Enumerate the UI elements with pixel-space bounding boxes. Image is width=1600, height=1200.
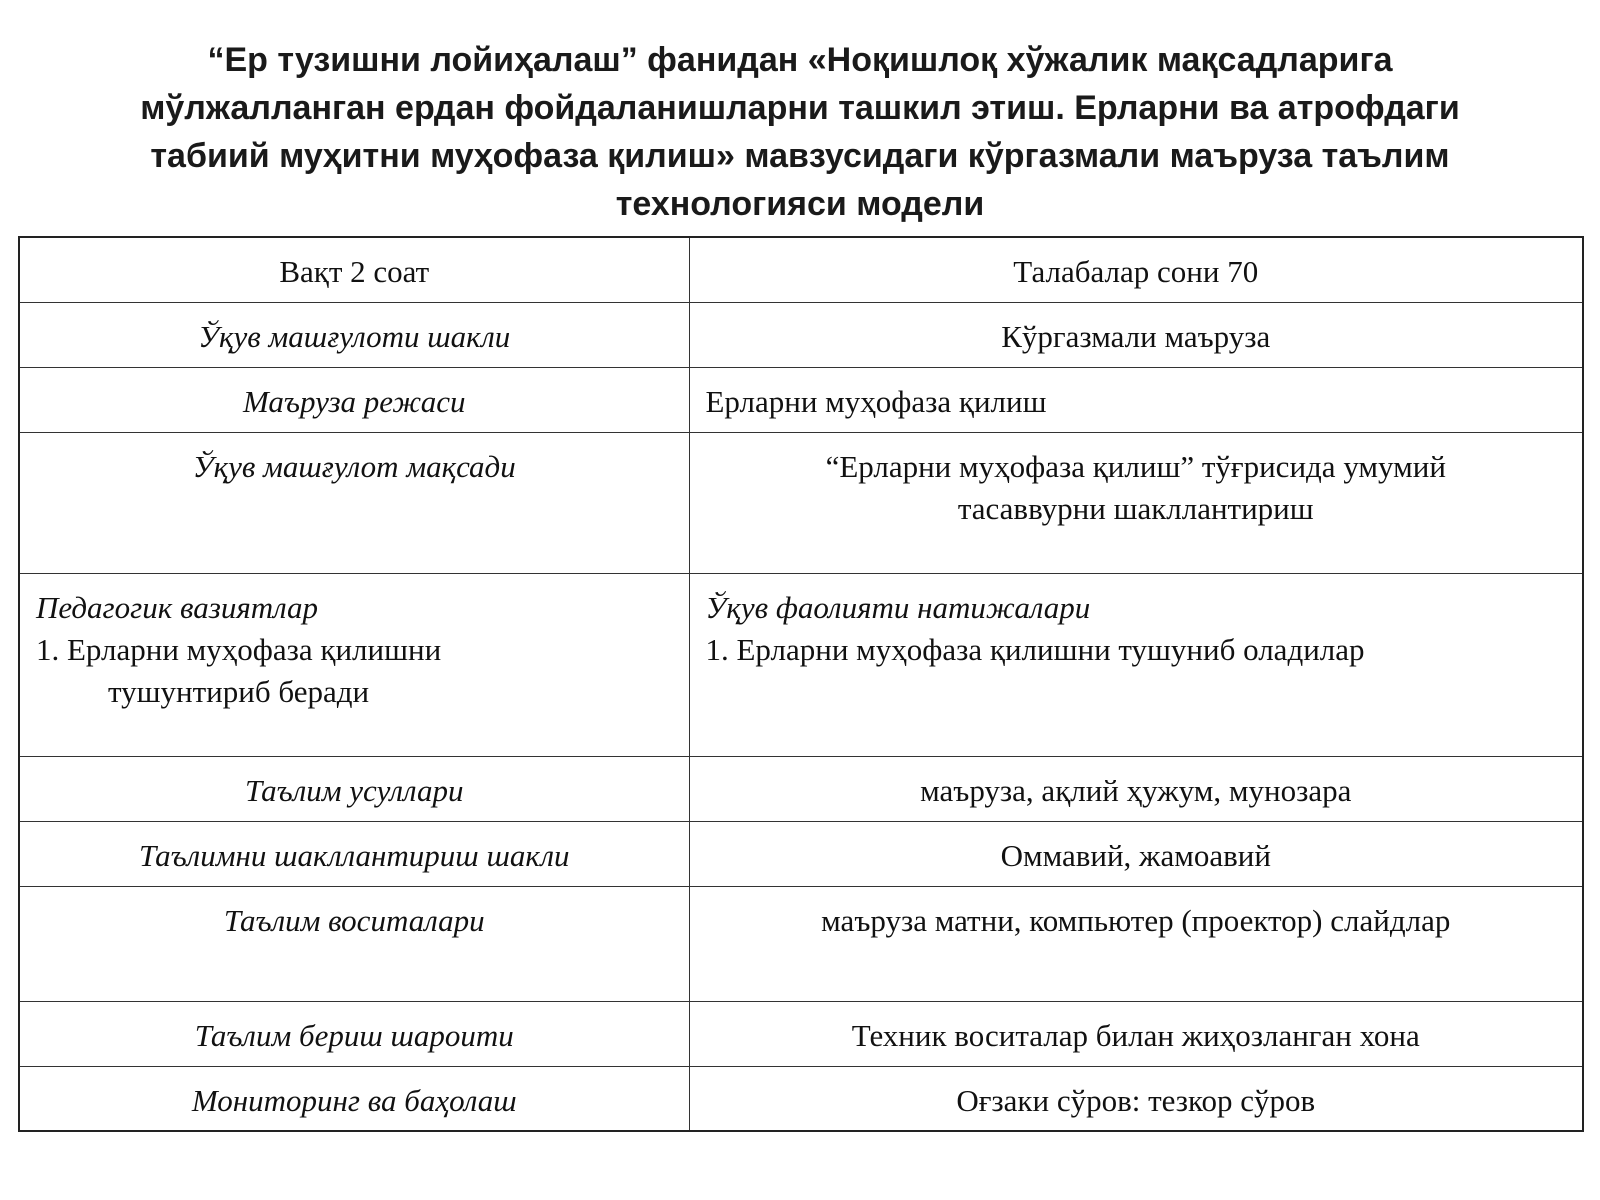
pedagogic-heading: Педагогик вазиятлар (36, 589, 319, 625)
students-cell: Талабалар сони 70 (689, 237, 1583, 302)
table-row (19, 1066, 1583, 1131)
row-label: Мониторинг ва баҳолаш (19, 1066, 689, 1131)
table-row (19, 886, 1583, 1001)
row-value: Кўргазмали маъруза (689, 302, 1583, 367)
row-label: Таълим бериш шароити (19, 1001, 689, 1066)
table-row (19, 1001, 1583, 1066)
row-label: Ўқув машғулот мақсади (19, 432, 689, 573)
row-label: Ўқув машғулоти шакли (19, 302, 689, 367)
table-row (19, 573, 1583, 756)
row-label: Таълим усуллари (19, 756, 689, 821)
row-value: Техник воситалар билан жиҳозланган хона (689, 1001, 1583, 1066)
pedagogic-item-line-1: 1. Ерларни муҳофаза қилишни (36, 631, 442, 667)
row-value: маъруза, ақлий ҳужум, мунозара (689, 756, 1583, 821)
table-row (19, 367, 1583, 432)
row-value: Оммавий, жамоавий (689, 821, 1583, 886)
time-cell: Вақт 2 соат (19, 237, 689, 302)
learning-results-cell (689, 573, 1583, 756)
table-row (19, 237, 1583, 302)
table-row (19, 821, 1583, 886)
title-line-2: мўлжалланган ердан фойдаланишларни ташкил этиш. Ерларни ва атрофдаги (140, 89, 1460, 127)
results-heading: Ўқув фаолияти натижалари (705, 589, 1091, 625)
row-value: маъруза матни, компьютер (проектор) слайдлар (689, 886, 1583, 1001)
pedagogic-item-line-2: тушунтириб беради (108, 673, 370, 709)
row-value: Оғзаки сўров: тезкор сўров (689, 1066, 1583, 1131)
document-title (60, 36, 1540, 228)
row-value: Ерларни муҳофаза қилиш (689, 367, 1583, 432)
row-value: “Ерларни муҳофаза қилиш” тўғрисида умумий тасаввурни шакллантириш (689, 432, 1583, 573)
lesson-model-table (18, 236, 1584, 1132)
title-line-4: технологияси модели (615, 185, 985, 223)
table-row (19, 756, 1583, 821)
table-row (19, 302, 1583, 367)
row-label: Таълим воситалари (19, 886, 689, 1001)
row-label: Маъруза режаси (19, 367, 689, 432)
row-label: Таълимни шакллантириш шакли (19, 821, 689, 886)
table-row (19, 432, 1583, 573)
title-line-1: “Ер тузишни лойиҳалаш” фанидан «Ноқишлоқ хўжалик мақсадларига (207, 41, 1393, 79)
results-item: 1. Ерларни муҳофаза қилишни тушуниб оладилар (705, 631, 1365, 667)
pedagogic-situations-cell (19, 573, 689, 756)
title-line-3: табиий муҳитни муҳофаза қилиш» мавзусидаги кўргазмали маъруза таълим (150, 137, 1450, 175)
